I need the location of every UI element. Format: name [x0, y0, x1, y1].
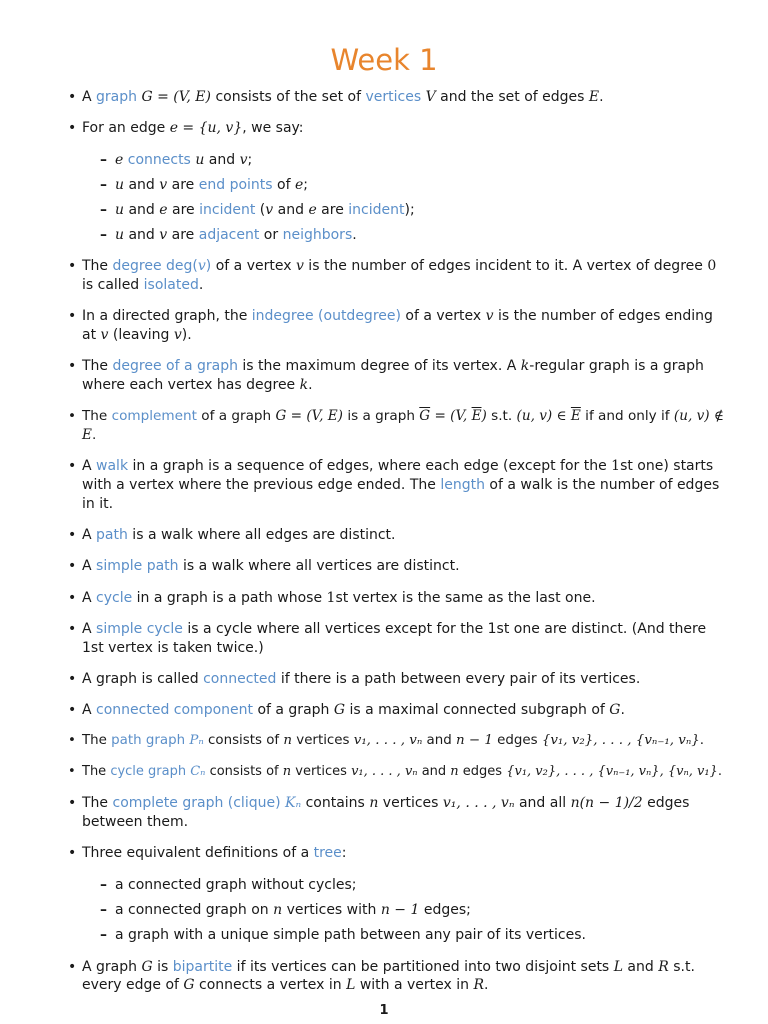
term: path	[96, 527, 128, 544]
sub-list-item: – u and v are adjacent or neighbors.	[100, 226, 724, 245]
term: bipartite	[172, 958, 233, 975]
term: complement	[111, 408, 197, 425]
sub-list	[82, 151, 724, 245]
list-item: • A simple cycle is a cycle where all vertices except for the 1st one are distinct. (And there 1st vertex is taken twice.)	[68, 620, 724, 658]
list-item: • The degree of a graph is the maximum degree of its vertex. A k-regular graph is a graph where each vertex has degree k.	[68, 357, 724, 395]
math: e = {u, v}	[169, 120, 243, 137]
term: graph	[96, 89, 138, 105]
term: degree deg(v)	[112, 258, 212, 275]
page-number: 1	[379, 1003, 389, 1018]
term: length	[440, 477, 485, 494]
term: degree of a graph	[112, 358, 238, 375]
term: connected	[203, 670, 277, 687]
term: simple cycle	[96, 620, 183, 637]
sub-list-item: – u and v are end points of e;	[100, 176, 724, 195]
list-item: • For an edge e = {u, v}, we say: – e connects u and v; – u and v are end points of e; – u and e are incident (v and e are incident); – u and v are adjacent or neighbors.	[68, 119, 724, 245]
sub-list-item: – u and e are incident (v and e are incident);	[100, 201, 724, 220]
term: isolated	[143, 277, 199, 294]
list-item: • A walk in a graph is a sequence of edges, where each edge (except for the 1st one) starts with a vertex where the previous edge ended. The length of a walk is the number of edges in it.	[68, 457, 724, 513]
list-item: • A graph is called connected if there is a path between every pair of its vertices.	[68, 670, 724, 689]
term: walk	[96, 458, 129, 475]
list-item: • The complete graph (clique) Kₙ contains n vertices v₁, . . . , vₙ and all n(n − 1)/2 edges between them.	[68, 794, 724, 832]
term: connects	[127, 151, 191, 168]
term: end points	[198, 177, 273, 194]
term: vertices	[365, 89, 422, 105]
list-item: • Three equivalent definitions of a tree: – a connected graph without cycles; – a connected graph on n vertices with n − 1 edges; – a graph with a unique simple path between any pair of its vertices.	[68, 844, 724, 945]
page-title: Week 1	[330, 43, 438, 77]
list-item: • The complement of a graph G = (V, E) is a graph $\overline{G} = (V$, $\overline{E}$) s.t. (u, v) ∈ $\overline{E}$ if and only if (u, v) ∉ E.	[68, 407, 724, 445]
term: incident	[348, 202, 405, 219]
term: complete graph (clique) Kₙ	[112, 795, 302, 812]
sub-list-item: – e connects u and v;	[100, 151, 724, 170]
list-item: • The cycle graph Cₙ consists of n vertices v₁, . . . , vₙ and n edges {v₁, v₂}, . . . , {vₙ₋₁, vₙ}, {vₙ, v₁}.	[68, 763, 724, 782]
list-item: • A graph G is bipartite if its vertices can be partitioned into two disjoint sets L and R s.t. every edge of G connects a vertex in L with a vertex in R.	[68, 958, 724, 996]
term: simple path	[96, 558, 179, 575]
list-item: • A path is a walk where all edges are distinct.	[68, 526, 724, 545]
math: G = (V, E)	[141, 89, 211, 105]
term: tree	[313, 845, 342, 862]
term: cycle	[96, 589, 133, 606]
term: path graph Pₙ	[111, 733, 204, 749]
sub-list-item: – a connected graph on n vertices with n − 1 edges;	[100, 901, 724, 920]
term: cycle graph Cₙ	[110, 764, 206, 780]
list-item: • The degree deg(v) of a vertex v is the number of edges incident to it. A vertex of degree 0 is called isolated.	[68, 257, 724, 295]
list-item: • A cycle in a graph is a path whose 1st vertex is the same as the last one.	[68, 589, 724, 608]
term: adjacent	[198, 227, 260, 244]
sub-list	[82, 876, 724, 945]
list-item: • A graph G = (V, E) consists of the set of vertices V and the set of edges E.	[68, 88, 724, 107]
list-item: • A connected component of a graph G is a maximal connected subgraph of G.	[68, 701, 724, 720]
definitions-list	[68, 88, 724, 1008]
term: incident	[199, 202, 256, 219]
sub-list-item: – a graph with a unique simple path between any pair of its vertices.	[100, 926, 724, 945]
list-item: • A simple path is a walk where all vertices are distinct.	[68, 557, 724, 576]
term: connected component	[96, 701, 253, 718]
list-item: • In a directed graph, the indegree (outdegree) of a vertex v is the number of edges ending at v (leaving v).	[68, 307, 724, 345]
sub-list-item: – a connected graph without cycles;	[100, 876, 724, 895]
list-item: • The path graph Pₙ consists of n vertices v₁, . . . , vₙ and n − 1 edges {v₁, v₂}, . . . , {vₙ₋₁, vₙ}.	[68, 732, 724, 751]
term: neighbors	[282, 227, 353, 244]
term: indegree (outdegree)	[251, 308, 401, 325]
